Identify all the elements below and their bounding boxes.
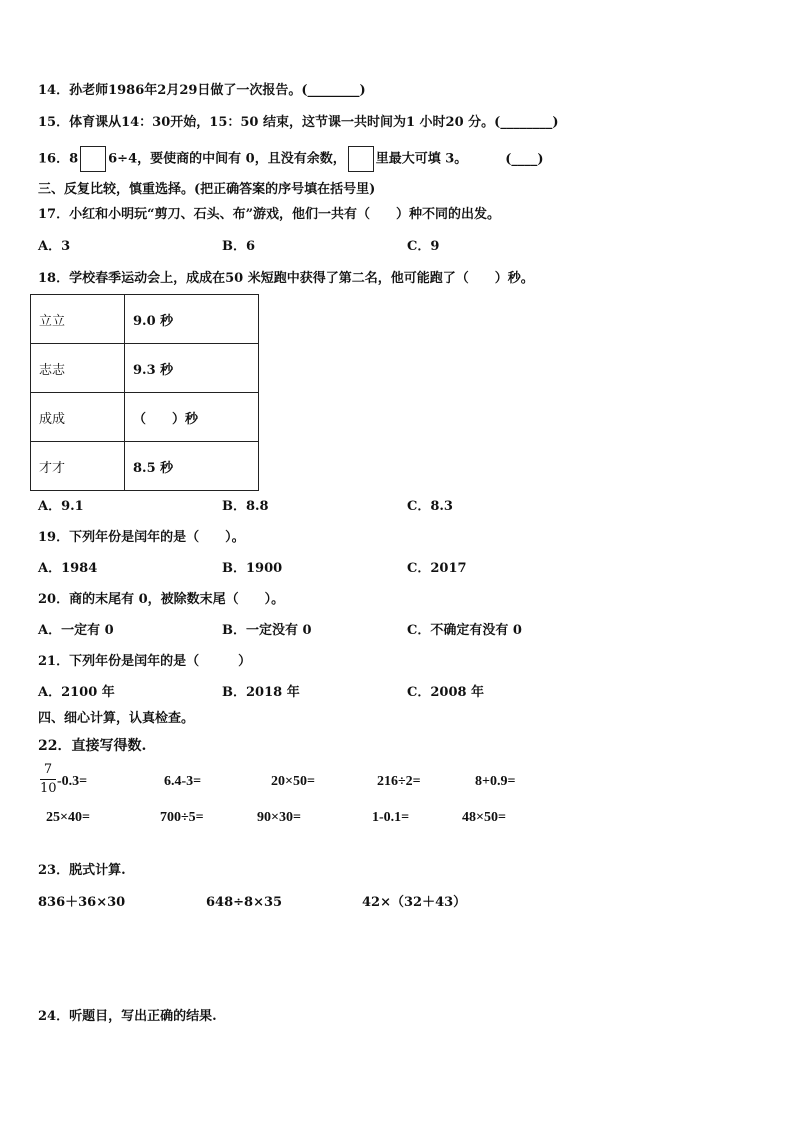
q22-row2-item: 700÷5= — [160, 810, 204, 825]
table-cell-name: 成成 — [31, 393, 125, 442]
question-21-stem: 21．下列年份是闰年的是（ ） — [38, 654, 252, 669]
q20-option-c: C．不确定有没有 0 — [407, 623, 522, 638]
question-15: 15．体育课从14：30开始，15：50 结束，这节课一共时间为1 小时20 分。(________) — [38, 115, 559, 130]
table-cell-name: 立立 — [31, 295, 125, 344]
table-row — [31, 295, 259, 344]
section-4-heading: 四、细心计算，认真检查。 — [38, 711, 195, 726]
q17-option-b: B．6 — [222, 239, 256, 254]
q18-times-table — [30, 294, 259, 491]
q22-row1-item: 6.4-3= — [164, 774, 202, 789]
question-19-stem: 19．下列年份是闰年的是（ ）。 — [38, 530, 245, 545]
q19-option-b: B．1900 — [222, 561, 283, 576]
q16-part-b: 6÷4，要使商的中间有 0，且没有余数， — [108, 151, 346, 167]
q23-expression: 42×（32＋43） — [362, 895, 467, 910]
q18-option-a: A．9.1 — [38, 499, 84, 514]
fraction-seven-tenths — [40, 762, 56, 797]
table-cell-name: 才才 — [31, 442, 125, 491]
q16-part-c: 里最大可填 3。 — [375, 151, 468, 167]
q23-expression: 648÷8×35 — [206, 895, 283, 910]
question-23-stem: 23．脱式计算. — [38, 863, 126, 878]
q19-option-a: A．1984 — [38, 561, 98, 576]
table-row — [31, 393, 259, 442]
fraction-denominator: 10 — [40, 781, 57, 796]
q21-option-c: C．2008 年 — [407, 685, 485, 700]
answer-box-2[interactable] — [348, 146, 374, 172]
question-18-stem: 18．学校春季运动会上，成成在50 米短跑中获得了第二名，他可能跑了（ ）秒。 — [38, 271, 534, 286]
question-16 — [38, 146, 544, 173]
q22-item-fraction-rest: -0.3= — [57, 774, 88, 789]
q22-row2-item: 48×50= — [462, 810, 506, 825]
q17-option-c: C．9 — [407, 239, 440, 254]
q17-option-a: A．3 — [38, 239, 71, 254]
question-14: 14．孙老师1986年2月29日做了一次报告。(________) — [38, 83, 366, 98]
section-3-heading: 三、反复比较，慎重选择。(把正确答案的序号填在括号里) — [38, 182, 376, 197]
q20-option-b: B．一定没有 0 — [222, 623, 312, 638]
question-22-stem: 22．直接写得数. — [38, 738, 147, 754]
fraction-numerator: 7 — [43, 762, 53, 777]
table-cell-time: 9.0 秒 — [125, 295, 259, 344]
fraction-bar — [40, 779, 56, 780]
answer-box-1[interactable] — [80, 146, 106, 172]
q16-blank: (____) — [505, 151, 544, 167]
question-20-stem: 20．商的末尾有 0，被除数末尾（ ）。 — [38, 592, 285, 607]
table-cell-time: （ ）秒 — [125, 393, 259, 442]
q22-row1-item: 8+0.9= — [475, 774, 516, 789]
q20-option-a: A．一定有 0 — [38, 623, 114, 638]
question-24-stem: 24．听题目，写出正确的结果. — [38, 1009, 217, 1024]
question-17-stem: 17．小红和小明玩“剪刀、石头、布”游戏，他们一共有（ ）种不同的出发。 — [38, 207, 501, 222]
q16-part-a: 16．8 — [38, 151, 79, 167]
table-row — [31, 442, 259, 491]
q21-option-b: B．2018 年 — [222, 685, 300, 700]
q18-option-b: B．8.8 — [222, 499, 269, 514]
table-row — [31, 344, 259, 393]
q21-option-a: A．2100 年 — [38, 685, 115, 700]
q22-row1-item: 216÷2= — [377, 774, 421, 789]
table-cell-name: 志志 — [31, 344, 125, 393]
q23-expression: 836＋36×30 — [38, 895, 126, 910]
table-cell-time: 8.5 秒 — [125, 442, 259, 491]
table-cell-time: 9.3 秒 — [125, 344, 259, 393]
q19-option-c: C．2017 — [407, 561, 467, 576]
q22-row2-item: 90×30= — [257, 810, 301, 825]
q22-row1-item: 20×50= — [271, 774, 315, 789]
q22-row2-item: 1-0.1= — [372, 810, 410, 825]
q18-option-c: C．8.3 — [407, 499, 453, 514]
q22-row2-item: 25×40= — [46, 810, 90, 825]
